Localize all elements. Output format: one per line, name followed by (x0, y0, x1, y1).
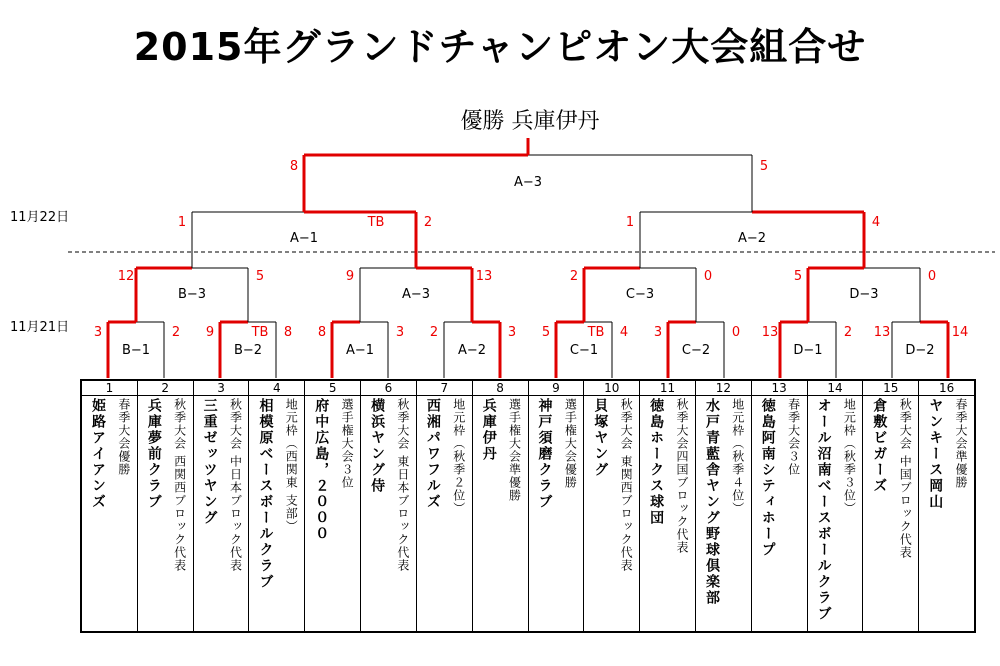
team-name: 兵庫伊丹 (480, 398, 497, 462)
team-number: 15 (863, 381, 918, 396)
match-13-score-right: 2 (423, 215, 433, 230)
page-title: 2015年グランドチャンピオン大会組合せ (133, 25, 867, 69)
match-11-score-right: 0 (703, 269, 713, 284)
match-2-score-left: 9 (205, 325, 215, 340)
team-name: 府中広島，２０００ (313, 398, 330, 542)
match-4-label: A−2 (457, 343, 487, 358)
match-6-score-right: 0 (731, 325, 741, 340)
match-4-score-left: 2 (429, 325, 439, 340)
team-name: 三重ゼッツヤング (201, 398, 218, 526)
team-column (305, 381, 361, 631)
date-day1: 11月21日 (10, 320, 70, 335)
team-name: 貝塚ヤング (592, 398, 609, 478)
match-11-label: C−3 (625, 287, 655, 302)
team-name: 徳島阿南シティホープ (759, 398, 776, 558)
match-7-score-left: 13 (761, 325, 779, 340)
match-1-score-left: 3 (93, 325, 103, 340)
match-7-label: D−1 (793, 343, 823, 358)
team-number: 12 (696, 381, 751, 396)
team-qualification: 地元枠（秋季２位） (451, 398, 466, 515)
match-6-score-left: 3 (653, 325, 663, 340)
team-qualification: 春季大会準優勝 (954, 398, 968, 489)
match-5-score-right: 4 (619, 325, 629, 340)
team-name: 倉敷ビガーズ (871, 398, 888, 494)
team-qualification: 選手権大会優勝 (563, 398, 578, 489)
match-3-score-left: 8 (317, 325, 327, 340)
match-15-score-left: 8 (289, 159, 299, 174)
team-number: 11 (640, 381, 695, 396)
match-14-label: A−2 (737, 231, 767, 246)
match-10-label: A−3 (401, 287, 431, 302)
match-2-tb-mark: TB (251, 325, 269, 340)
match-1-label: B−1 (121, 343, 151, 358)
team-column (640, 381, 696, 631)
match-5-label: C−1 (569, 343, 599, 358)
team-number: 3 (194, 381, 249, 396)
team-number: 7 (417, 381, 472, 396)
team-name: オール沼南ベースボールクラブ (815, 398, 832, 622)
match-10-score-left: 9 (345, 269, 355, 284)
match-8-score-right: 14 (951, 325, 969, 340)
team-column (361, 381, 417, 631)
team-column (249, 381, 305, 631)
match-6-label: C−2 (681, 343, 711, 358)
team-number: 4 (249, 381, 304, 396)
team-name: 姫路アイアンズ (90, 398, 106, 510)
match-1-score-right: 2 (171, 325, 181, 340)
team-qualification: 地元枠（秋季４位） (730, 398, 745, 515)
team-qualification: 秋季大会 中日本ブロック代表 (228, 398, 243, 572)
team-column (138, 381, 194, 631)
match-10-score-right: 13 (475, 269, 493, 284)
match-12-label: D−3 (849, 287, 879, 302)
team-column (863, 381, 919, 631)
team-name: 横浜ヤング侍 (369, 398, 386, 494)
match-14-score-right: 4 (871, 215, 881, 230)
team-number: 6 (361, 381, 416, 396)
match-5-score-left: 5 (541, 325, 551, 340)
match-13-score-left: 1 (177, 215, 187, 230)
team-column (752, 381, 808, 631)
date-day2: 11月22日 (10, 210, 70, 225)
team-column (696, 381, 752, 631)
team-number: 16 (919, 381, 974, 396)
team-name: 西湘パワフルズ (424, 398, 441, 510)
team-qualification: 春季大会３位 (786, 398, 801, 476)
team-number: 2 (138, 381, 193, 396)
team-number: 1 (82, 381, 137, 396)
match-9-score-left: 12 (117, 269, 135, 284)
match-13-label: A−1 (289, 231, 319, 246)
team-number: 8 (473, 381, 528, 396)
match-14-score-left: 1 (625, 215, 635, 230)
team-qualification: 選手権大会３位 (340, 398, 355, 489)
team-column (82, 381, 138, 631)
team-table (80, 379, 976, 633)
match-15-label: A−3 (513, 175, 543, 190)
team-column (529, 381, 585, 631)
team-number: 9 (529, 381, 584, 396)
match-9-score-right: 5 (255, 269, 265, 284)
team-qualification: 秋季大会 西関西ブロック代表 (172, 398, 187, 572)
match-3-score-right: 3 (395, 325, 405, 340)
match-15-score-right: 5 (759, 159, 769, 174)
team-name: 神戸須磨クラブ (536, 398, 553, 510)
team-qualification: 春季大会優勝 (116, 398, 131, 476)
team-name: ヤンキース岡山 (927, 398, 944, 510)
match-13-tb-mark: TB (367, 215, 385, 230)
team-column (584, 381, 640, 631)
team-qualification: 秋季大会 東日本ブロック代表 (395, 398, 410, 572)
team-number: 10 (584, 381, 639, 396)
match-11-score-left: 2 (569, 269, 579, 284)
team-name: 相模原ベースボールクラブ (257, 398, 274, 590)
team-name: 徳島ホークス球団 (648, 398, 665, 526)
team-qualification: 秋季大会 東関西ブロック代表 (619, 398, 634, 572)
match-12-score-left: 5 (793, 269, 803, 284)
team-name: 水戸青藍舎ヤング野球倶楽部 (703, 398, 720, 606)
team-column (417, 381, 473, 631)
match-5-tb-mark: TB (587, 325, 605, 340)
team-column (808, 381, 864, 631)
team-qualification: 選手権大会準優勝 (507, 398, 522, 502)
team-qualification: 秋季大会四国ブロック代表 (674, 398, 689, 554)
team-qualification: 地元枠（秋季３位） (842, 398, 857, 515)
team-column (919, 381, 974, 631)
team-qualification: 地元枠（西関東 支部） (284, 398, 299, 533)
champion-label: 優勝 兵庫伊丹 (460, 109, 600, 134)
match-8-label: D−2 (905, 343, 935, 358)
team-qualification: 秋季大会 中国ブロック代表 (898, 398, 913, 559)
match-9-label: B−3 (177, 287, 207, 302)
match-8-score-left: 13 (873, 325, 891, 340)
match-2-label: B−2 (233, 343, 263, 358)
team-number: 14 (808, 381, 863, 396)
match-4-score-right: 3 (507, 325, 517, 340)
team-name: 兵庫夢前クラブ (145, 398, 162, 510)
team-number: 13 (752, 381, 807, 396)
team-number: 5 (305, 381, 360, 396)
team-column (194, 381, 250, 631)
match-12-score-right: 0 (927, 269, 937, 284)
match-7-score-right: 2 (843, 325, 853, 340)
team-column (473, 381, 529, 631)
match-2-score-right: 8 (283, 325, 293, 340)
match-3-label: A−1 (345, 343, 375, 358)
